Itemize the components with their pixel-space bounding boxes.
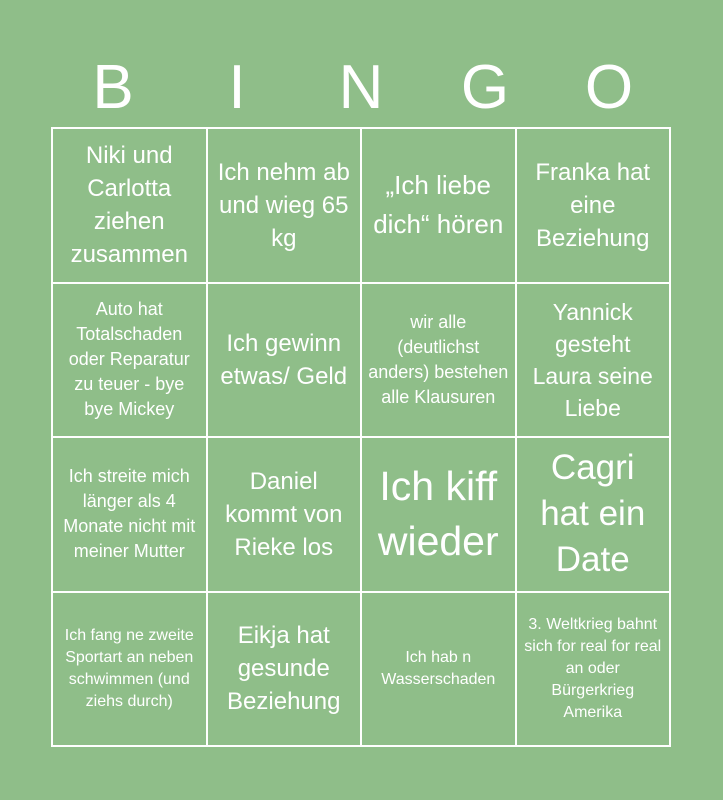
bingo-cell-r2c2[interactable]: Ich gewinn etwas/ Geld [207,283,362,438]
title-letter-n: N [338,53,384,122]
title-letter-o: O [584,53,634,122]
bingo-cell-r4c1[interactable]: Ich fang ne zweite Sportart an neben schwimmen (und ziehs durch) [52,592,207,747]
bingo-grid [51,127,671,747]
bingo-cell-r2c1[interactable]: Auto hat Totalschaden oder Reparatur zu teuer - bye bye Mickey [52,283,207,438]
bingo-cell-r4c3[interactable]: Ich hab n Wasserschaden [361,592,516,747]
bingo-cell-r2c4[interactable]: Yannick gesteht Laura seine Liebe [516,283,671,438]
bingo-cell-r2c3[interactable]: wir alle (deutlichst anders) bestehen alle Klausuren [361,283,516,438]
title-letter-i: I [228,53,246,122]
bingo-cell-r1c2[interactable]: Ich nehm ab und wieg 65 kg [207,128,362,283]
bingo-cell-r1c1[interactable]: Niki und Carlotta ziehen zusammen [52,128,207,283]
title-letter-g: G [460,53,510,122]
bingo-cell-r3c2[interactable]: Daniel kommt von Rieke los [207,437,362,592]
bingo-cell-r4c4[interactable]: 3. Weltkrieg bahnt sich for real for real an oder Bürgerkrieg Amerika [516,592,671,747]
bingo-cell-r1c4[interactable]: Franka hat eine Beziehung [516,128,671,283]
bingo-cell-r3c3[interactable]: Ich kiff wieder [361,437,516,592]
bingo-title [51,52,671,124]
bingo-cell-r3c4[interactable]: Cagri hat ein Date [516,437,671,592]
bingo-cell-r3c1[interactable]: Ich streite mich länger als 4 Monate nicht mit meiner Mutter [52,437,207,592]
bingo-cell-r1c3[interactable]: „Ich liebe dich“ hören [361,128,516,283]
title-letter-b: B [92,53,134,122]
bingo-cell-r4c2[interactable]: Eikja hat gesunde Beziehung [207,592,362,747]
